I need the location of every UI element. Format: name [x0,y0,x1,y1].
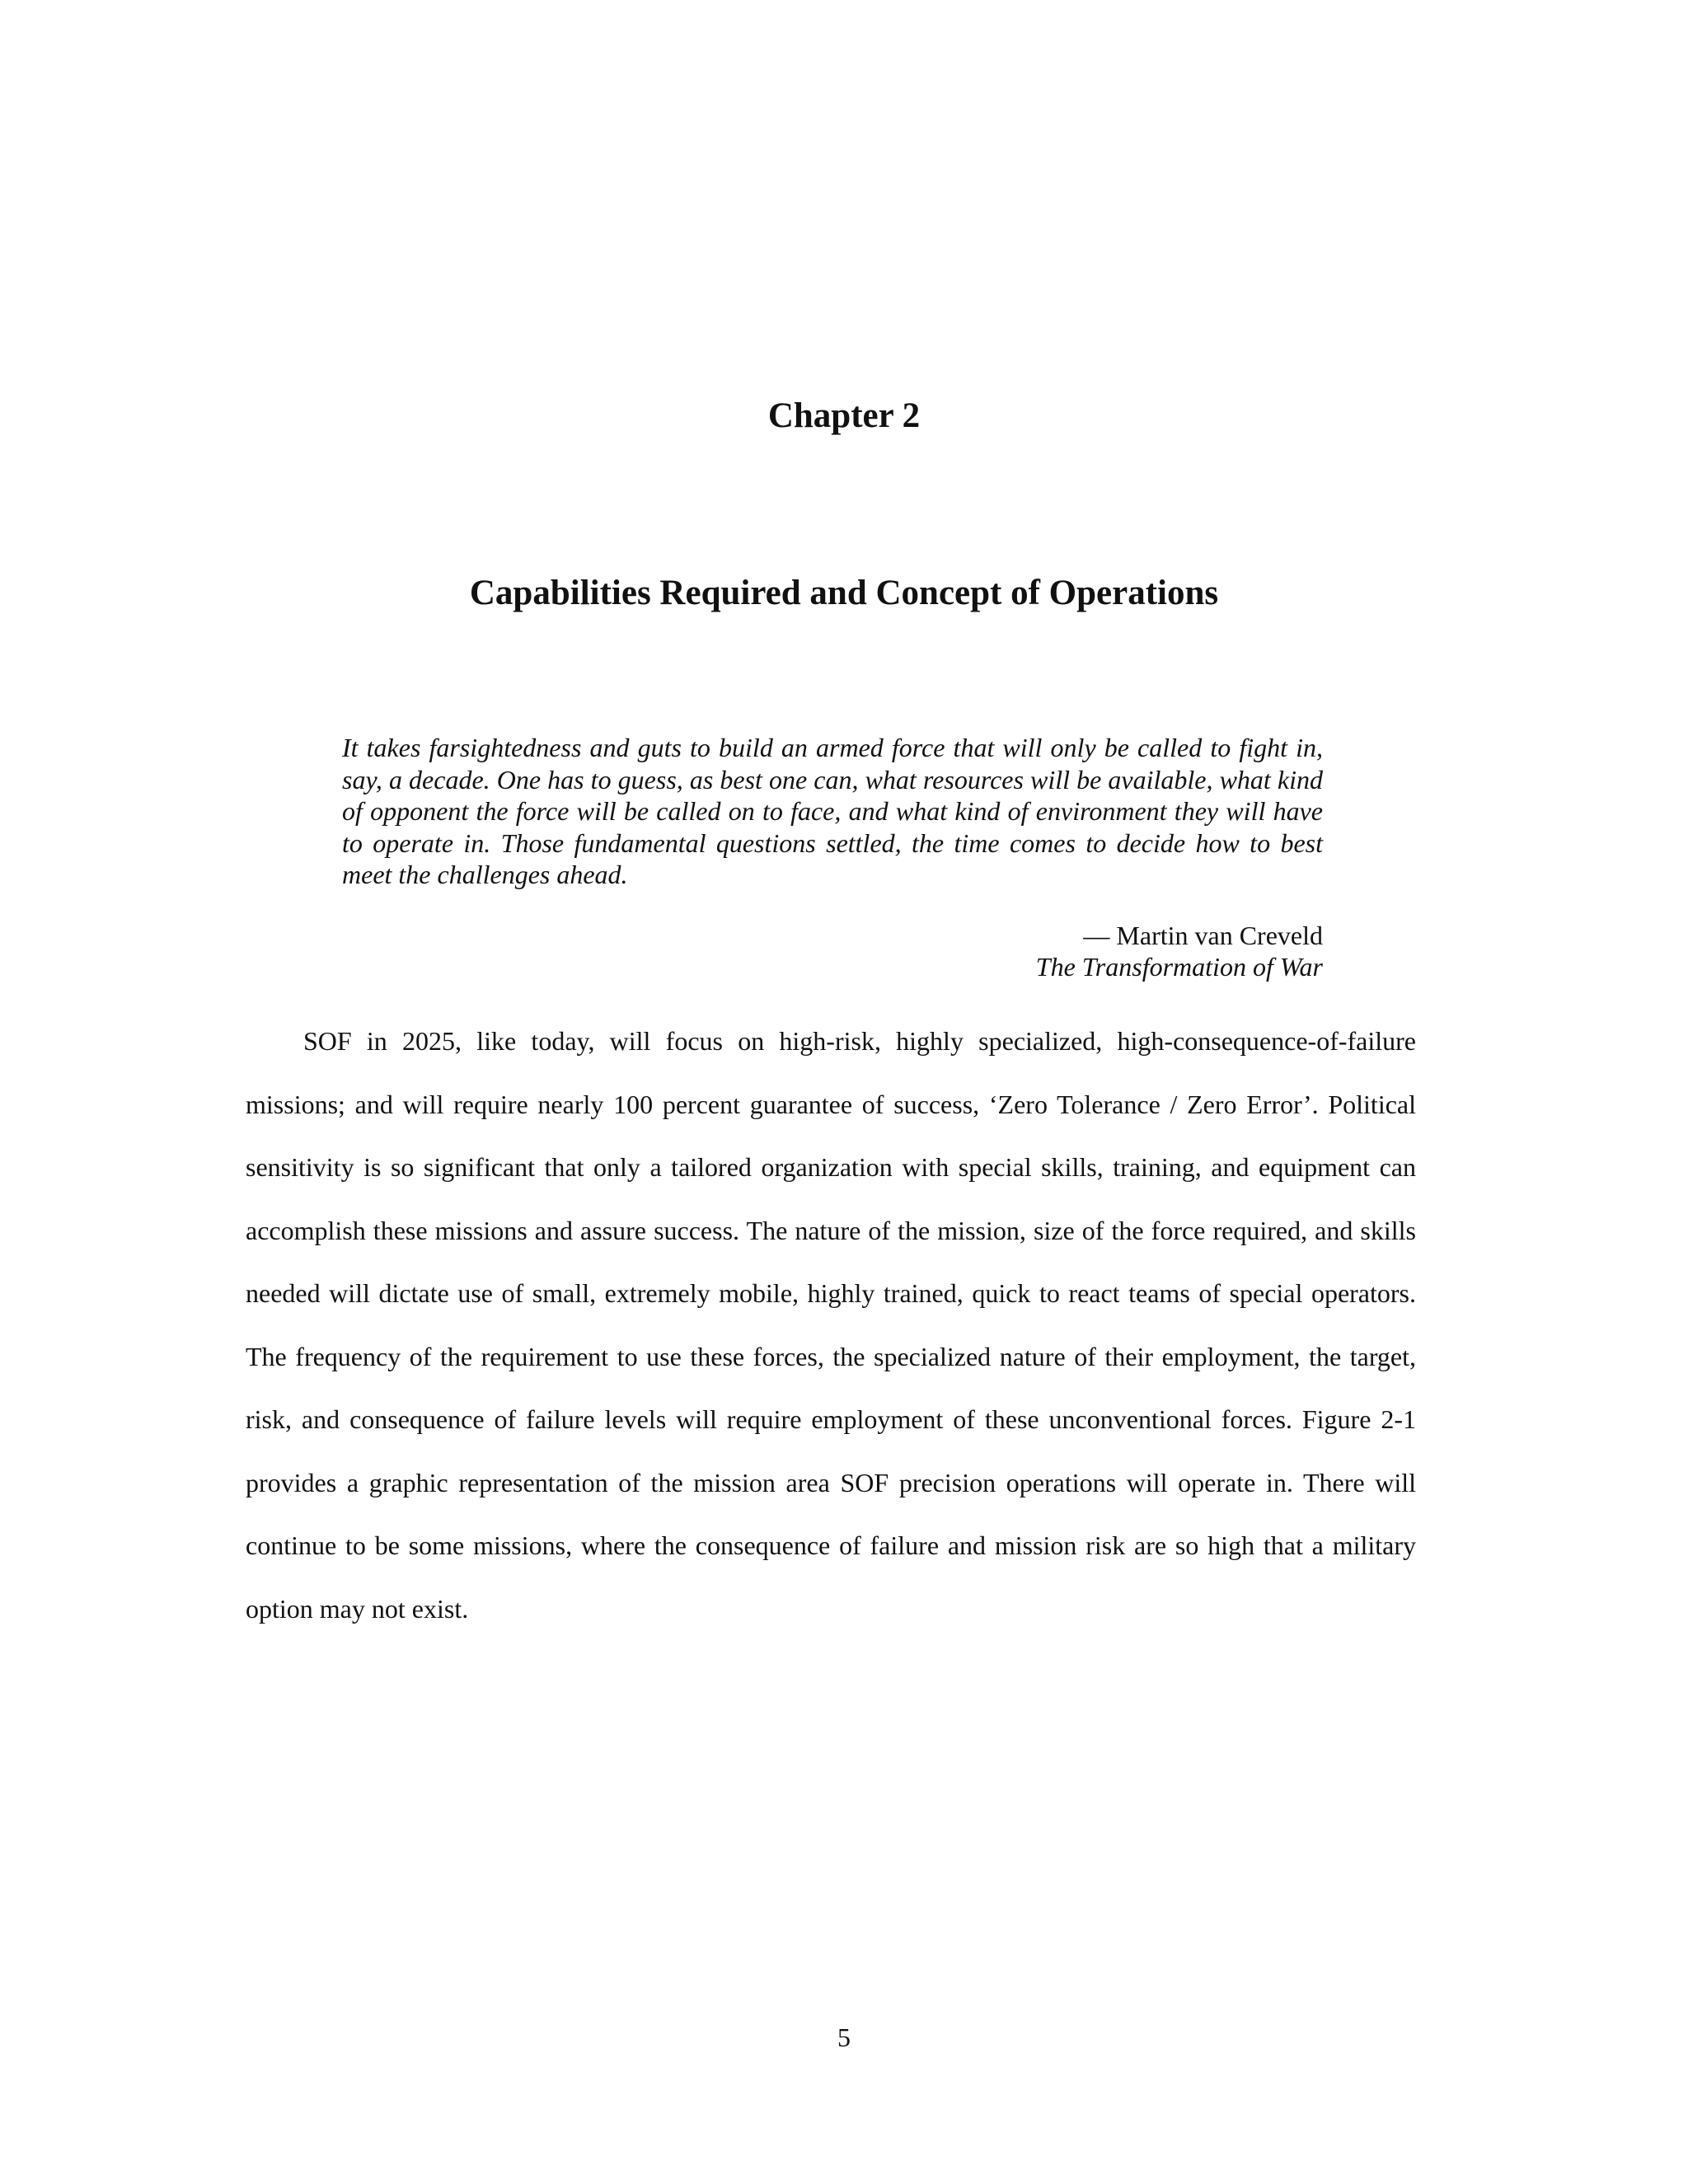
body-paragraph: SOF in 2025, like today, will focus on high-risk, highly specialized, high-consequence-of-failure missions; and will require nearly 100 percent guarantee of success, ‘Zero Tolerance / Zero Error’. Political sensitivity is so significant that only a tailored organization with special skills, training, and equipment can accomplish these missions and assure success. The nature of the mission, size of the force required, and skills needed will dictate use of small, extremely mobile, highly trained, quick to react teams of special operators. The frequency of the requirement to use these forces, the specialized nature of their employment, the target, risk, and consequence of failure levels will require employment of these unconventional forces. Figure 2-1 provides a graphic representation of the mission area SOF precision operations will operate in. There will continue to be some missions, where the consequence of failure and mission risk are so high that a military option may not exist. [246,1026,1416,1624]
page-number: 5 [837,2022,851,2052]
epigraph-work-title: The Transformation of War [1035,952,1323,982]
epigraph-attribution [907,920,1323,982]
chapter-title: Capabilities Required and Concept of Operations [469,574,1219,612]
chapter-number: Chapter 2 [767,396,921,435]
epigraph-author: — Martin van Creveld [1083,921,1323,950]
epigraph-quote: It takes farsightedness and guts to build an armed force that will only be called to fight in, say, a decade. One has to guess, as best one can, what resources will be available, what kind of opponent the force will be called on to face, and what kind of environment they will have to operate in. Those fundamental questions settled, the time comes to decide how to best meet the challenges ahead. [342,733,1323,889]
